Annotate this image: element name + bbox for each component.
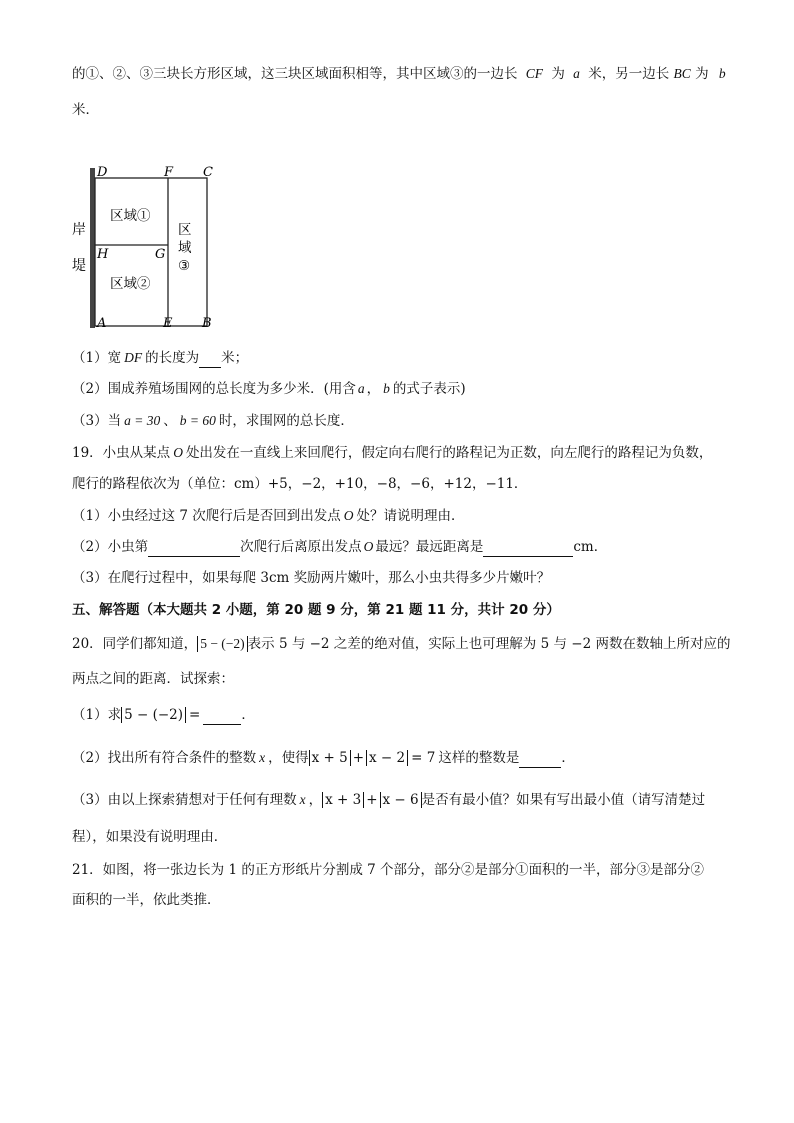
q18-p3-eq-b: b = 60 — [179, 413, 216, 428]
q18-p2-sep: ， — [366, 381, 381, 397]
q20-text-2: 两点之间的距离．试探索： — [72, 671, 234, 687]
q18-p1-blank — [199, 351, 221, 368]
q20-abs-expr: 5 − (−2) — [197, 636, 247, 652]
q19-p2-text-a: （2）小虫第 — [72, 539, 149, 555]
q19-p1-text-a: （1）小虫经过这 7 次爬行后是否回到出发点 — [72, 508, 341, 524]
q19-p1-text-b: 处？请说明理由． — [356, 508, 465, 524]
q20-p2-text-a: （2）找出所有符合条件的整数 — [72, 750, 257, 766]
q18-part3 — [72, 411, 354, 431]
q20-p2-abs-1: x + 5 — [309, 750, 351, 766]
q20-p3-x: x — [299, 792, 306, 807]
region-3-char-3: ③ — [178, 258, 191, 274]
q19-p2-text-c: 最远？最远距离是 — [375, 539, 484, 555]
q20-part3-line-2 — [72, 827, 227, 847]
fishpond-figure — [0, 160, 794, 360]
q19-part3 — [72, 568, 550, 588]
q19-p2-blank-2 — [483, 540, 573, 557]
intro-text-d: 为 — [695, 66, 709, 82]
q21-line-1 — [72, 860, 704, 880]
bc-symbol: BC — [673, 66, 691, 81]
q18-p2-text-a: （2）围成养殖场围网的总长度为多少米．(用含 — [72, 381, 356, 397]
point-o: O — [173, 445, 183, 460]
shore-bar — [90, 168, 95, 328]
section-5-title-text: 五、解答题（本大题共 2 小题，第 20 题 9 分，第 21 题 11 分，共计 20 分） — [72, 602, 560, 618]
q19-p2-blank-1 — [148, 540, 240, 557]
q20-part1 — [72, 705, 255, 725]
q20-p3-text-2: 程），如果没有说明理由． — [72, 829, 228, 845]
section-5-title — [72, 600, 560, 620]
q19-text-2: 爬行的路程依次为（单位：cm）+5，−2，+10，−8，−6，+12，−11． — [72, 476, 528, 492]
point-o: O — [363, 539, 374, 554]
region-1-label: 区域① — [110, 208, 151, 224]
label-e: E — [163, 316, 173, 331]
intro-text-c: 米，另一边长 — [588, 66, 670, 82]
q20-p2-blank — [519, 751, 561, 768]
q20-p2-x: x — [259, 750, 266, 765]
q20-text-b: 表示 5 与 −2 之差的绝对值，实际上也可理解为 5 与 −2 两数在数轴上所对应的 — [247, 636, 731, 652]
q20-p3-abs-1: x + 3 — [322, 792, 364, 808]
q21-text-2: 面积的一半，依此类推． — [72, 892, 221, 908]
q19-text-a: 19．小虫从某点 — [72, 445, 171, 461]
df-symbol: DF — [124, 350, 143, 365]
region-2-label: 区域② — [110, 276, 151, 292]
q19-line-1 — [72, 443, 712, 463]
q18-p1-text-b: 的长度为 — [145, 350, 200, 366]
q19-p2-text-b: 次爬行后离原出发点 — [240, 539, 362, 555]
label-b: B — [202, 316, 212, 331]
region-3-char-2: 域 — [178, 240, 192, 256]
q20-line-2 — [72, 669, 234, 689]
q18-p2-a: a — [357, 381, 365, 396]
label-g: G — [155, 247, 166, 262]
q19-line-2 — [72, 474, 527, 494]
q20-p3-text-b: ， — [308, 792, 323, 808]
intro-text-a: 的①、②、③三块长方形区域，这三块区域面积相等，其中区域③的一边长 — [72, 66, 518, 82]
q20-p2-text-c: 这样的整数是 — [438, 750, 520, 766]
q20-line-1 — [72, 634, 730, 654]
label-h: H — [97, 247, 109, 262]
q20-p1-abs-expr: 5 − (−2) — [121, 707, 186, 723]
q20-p2-end: ． — [561, 750, 575, 766]
q21-line-2 — [72, 890, 221, 910]
q18-p3-sep: 、 — [163, 413, 177, 429]
q18-p1-text-c: 米； — [221, 350, 249, 366]
q19-p3-text: （3）在爬行过程中，如果每爬 3cm 奖励两片嫩叶，那么小虫共得多少片嫩叶？ — [72, 570, 551, 586]
q20-p2-text-b: ，使得 — [268, 750, 309, 766]
b-symbol: b — [718, 66, 726, 81]
intro-line-2 — [72, 100, 99, 120]
q20-p3-text-a: （3）由以上探索猜想对于任何有理数 — [72, 792, 297, 808]
q20-text-a: 20．同学们都知道， — [72, 636, 198, 652]
q20-p3-plus: + — [366, 792, 378, 808]
q18-p3-text-a: （3）当 — [72, 413, 122, 429]
q18-part2 — [72, 379, 466, 399]
q20-p2-eq: = 7 — [411, 750, 436, 766]
a-symbol: a — [573, 66, 580, 81]
shore-char-1: 岸 — [72, 222, 86, 238]
q18-p2-text-b: 的式子表示) — [392, 381, 466, 397]
q20-p2-abs-2: x − 2 — [366, 750, 408, 766]
q20-p1-end: ． — [241, 707, 255, 723]
cf-symbol: CF — [525, 66, 544, 81]
intro-text-b: 为 — [551, 66, 565, 82]
q20-p2-plus: + — [352, 750, 365, 766]
label-a: A — [97, 316, 107, 331]
q20-p1-text-a: （1）求 — [72, 707, 122, 723]
region-3-char-1: 区 — [178, 222, 192, 238]
q20-p3-abs-2: x − 6 — [380, 792, 422, 808]
point-o: O — [343, 508, 354, 523]
q18-part1 — [72, 348, 248, 368]
shore-char-2: 堤 — [72, 258, 86, 274]
label-c: C — [203, 165, 213, 180]
intro-line-1 — [72, 64, 726, 84]
q20-part2 — [72, 748, 575, 768]
q20-p1-eq: = — [189, 707, 201, 723]
q19-p2-text-d: cm． — [573, 539, 608, 555]
label-f: F — [164, 165, 174, 180]
q18-p3-text-b: 时，求围网的总长度． — [218, 413, 354, 429]
intro-text-2: 米． — [72, 102, 99, 118]
q18-p3-eq-a: a = 30 — [124, 413, 161, 428]
q19-part2 — [72, 537, 607, 557]
q20-p1-blank — [203, 708, 241, 725]
q19-text-b: 处出发在一直线上来回爬行，假定向右爬行的路程记为正数，向左爬行的路程记为负数， — [185, 445, 713, 461]
q18-p2-b: b — [383, 381, 390, 396]
q20-p3-text-c: 是否有最小值？如果有写出最小值（请写清楚过 — [421, 792, 706, 808]
q18-p1-text-a: （1）宽 — [72, 350, 122, 366]
label-d: D — [97, 165, 108, 180]
q21-text-1: 21．如图，将一张边长为 1 的正方形纸片分割成 7 个部分，部分②是部分①面积的一半，部分③是部分② — [72, 862, 705, 878]
q19-part1 — [72, 506, 465, 526]
q20-part3 — [72, 790, 705, 810]
